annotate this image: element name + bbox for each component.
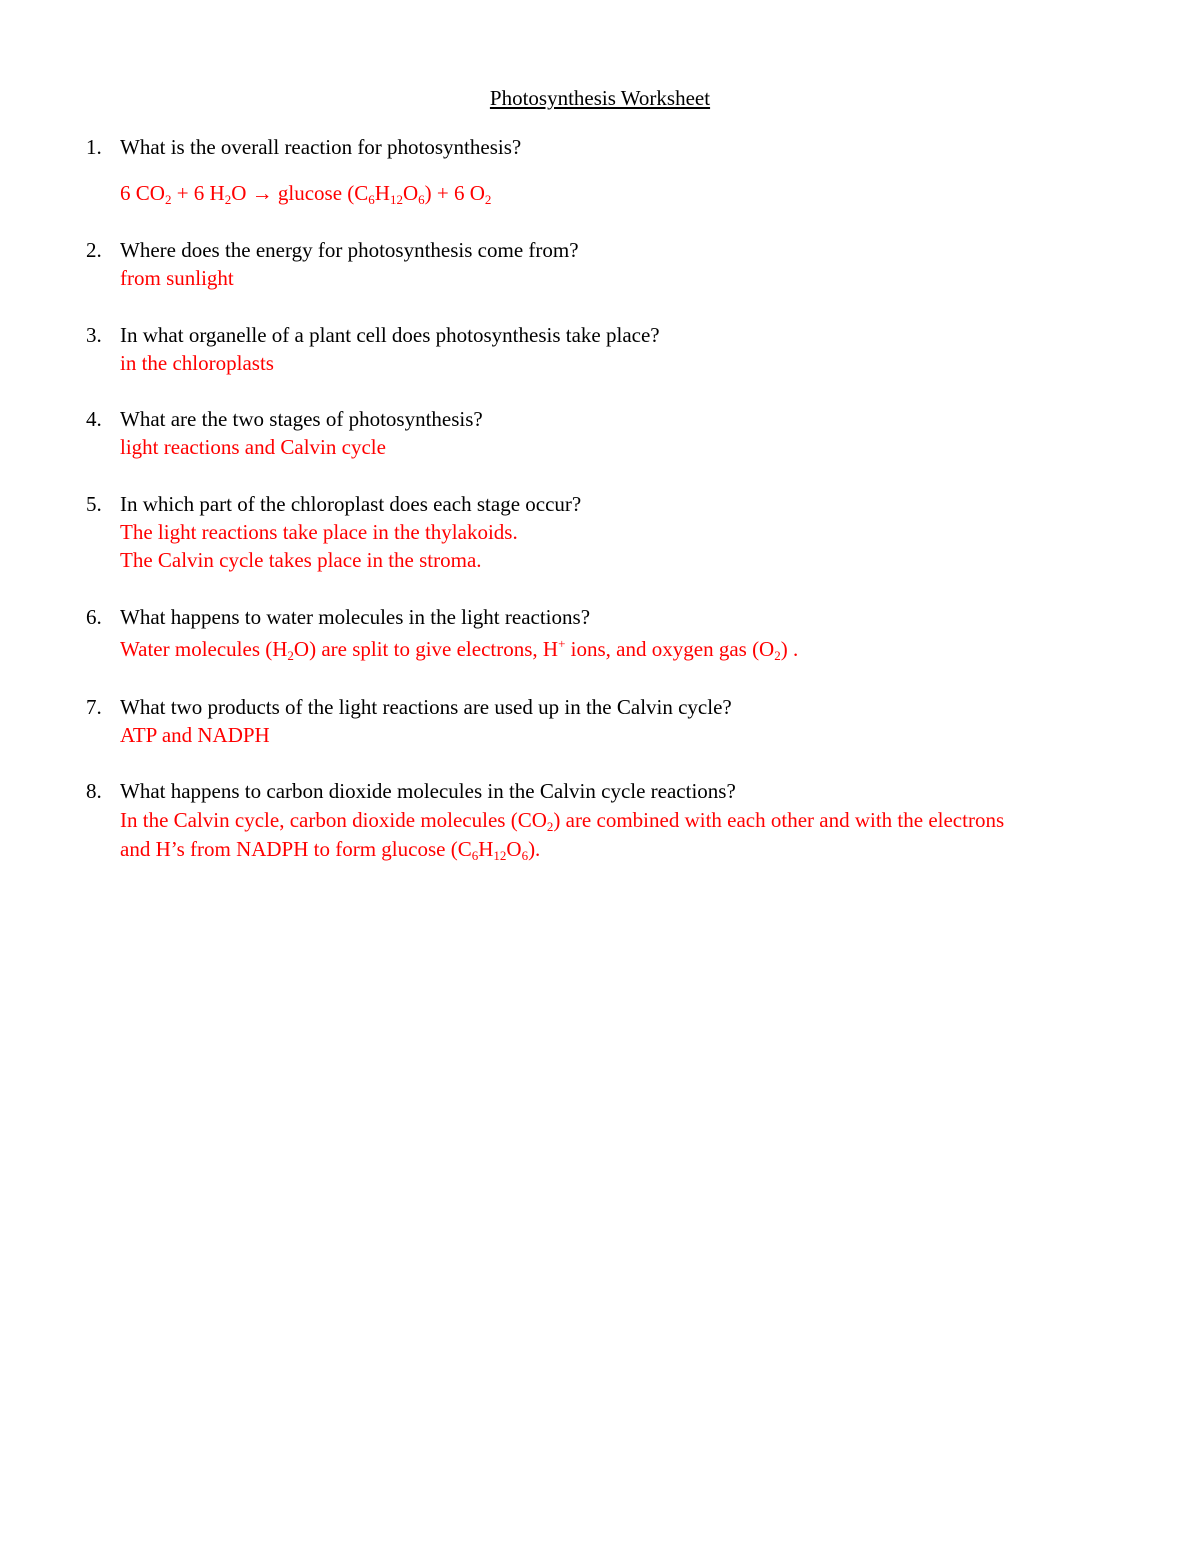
question-number: 5. bbox=[86, 492, 102, 516]
question-text: What happens to carbon dioxide molecules in the Calvin cycle reactions? bbox=[120, 779, 736, 803]
question-text: What is the overall reaction for photosynthesis? bbox=[120, 135, 522, 159]
question-text: What happens to water molecules in the light reactions? bbox=[120, 605, 591, 629]
answer-5-line-1: The light reactions take place in the thylakoids. bbox=[120, 520, 518, 544]
answer-7: ATP and NADPH bbox=[120, 723, 270, 747]
answer-4: light reactions and Calvin cycle bbox=[120, 435, 386, 459]
arrow-icon: → bbox=[251, 181, 273, 205]
answer-8-line-2: and H’s from NADPH to form glucose $(C_6H_{12}O_6)$. bbox=[120, 837, 541, 863]
answer-1: 6 $CO_2 + 6$ $H_2O \to glucose$ $(C_6H_{12}O_6) + 6$ $O_2$ bbox=[120, 181, 492, 207]
question-number: 2. bbox=[86, 238, 102, 262]
question-number: 7. bbox=[86, 695, 102, 719]
answer-3: in the chloroplasts bbox=[120, 351, 274, 375]
question-text: In which part of the chloroplast does each stage occur? bbox=[120, 492, 582, 516]
question-number: 6. bbox=[86, 605, 102, 629]
question-number: 3. bbox=[86, 323, 102, 347]
question-number: 8. bbox=[86, 779, 102, 803]
question-text: What are the two stages of photosynthesis? bbox=[120, 407, 483, 431]
answer-5-line-2: The Calvin cycle takes place in the stroma. bbox=[120, 548, 482, 572]
question-number: 4. bbox=[86, 407, 102, 431]
answer-2: from sunlight bbox=[120, 266, 234, 290]
question-text: In what organelle of a plant cell does photosynthesis take place? bbox=[120, 323, 660, 347]
answer-6: Water molecules $(H_2O)$ are split to give electrons, H+ ions, and oxygen gas $(O_2)$ . bbox=[120, 636, 799, 663]
question-text: Where does the energy for photosynthesis come from? bbox=[120, 238, 579, 262]
answer-8-line-1: In the Calvin cycle, carbon dioxide molecules $(CO_2)$ are combined with each other and with the electrons bbox=[120, 808, 1005, 834]
question-number: 1. bbox=[86, 135, 102, 159]
question-text: What two products of the light reactions are used up in the Calvin cycle? bbox=[120, 695, 732, 719]
page-title: Photosynthesis Worksheet bbox=[489, 86, 711, 110]
